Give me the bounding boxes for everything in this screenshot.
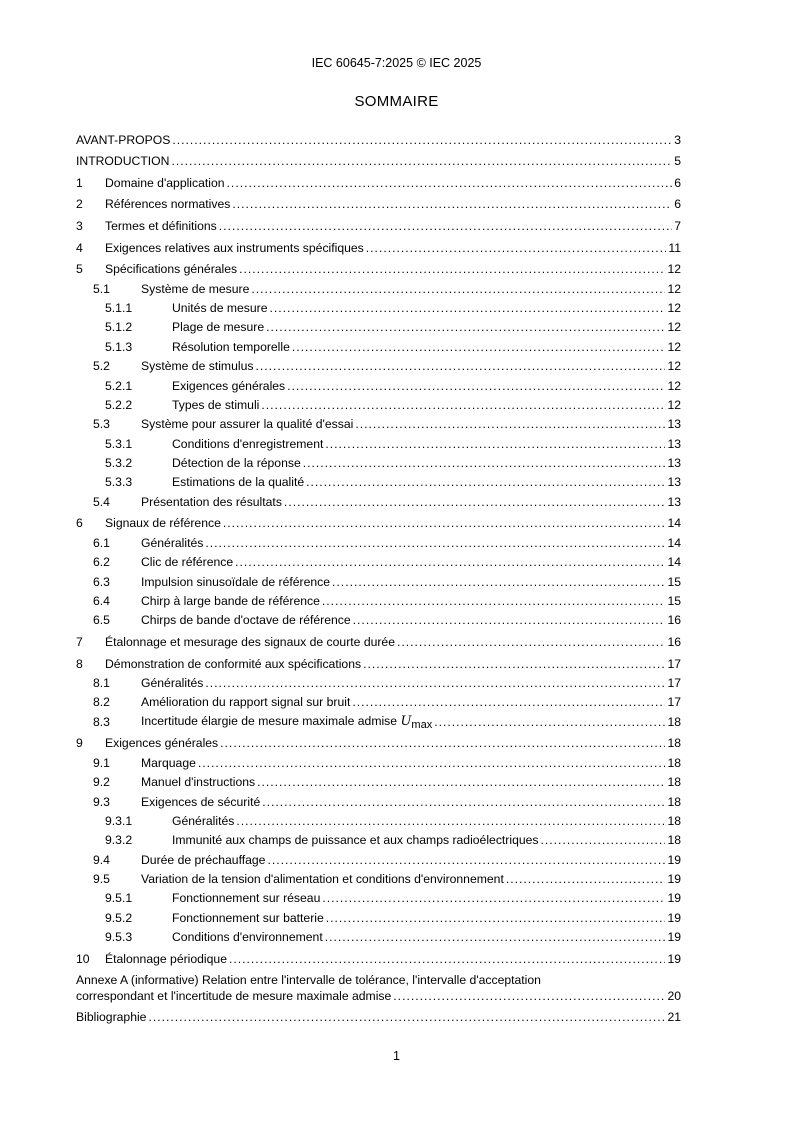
toc-entry-label-text: Généralités xyxy=(172,813,235,828)
leader-dots xyxy=(261,398,665,413)
toc-entry-page: 6 xyxy=(674,197,681,212)
toc-entry-page: 21 xyxy=(667,1010,681,1025)
leader-dots xyxy=(257,775,665,790)
toc-entry-page: 6 xyxy=(674,175,681,190)
toc-entry-label-text: Exigences générales xyxy=(172,378,286,393)
document-header: IEC 60645-7:2025 © IEC 2025 xyxy=(311,56,482,70)
toc-entry[interactable] xyxy=(76,551,681,570)
toc-entry-label xyxy=(76,154,171,169)
toc-entry-label xyxy=(172,930,325,945)
toc-entry[interactable] xyxy=(76,906,681,925)
toc-entry-number: 6.3 xyxy=(93,574,110,589)
toc-entry-label-text: Conditions d'enregistrement xyxy=(172,436,324,451)
toc-entry-page: 12 xyxy=(667,262,681,277)
toc-entry-label xyxy=(141,575,332,590)
leader-dots xyxy=(267,853,665,868)
toc-entry-label xyxy=(172,456,303,471)
toc-entry-number: 1 xyxy=(76,175,83,190)
leader-dots xyxy=(506,872,666,887)
toc-entry-label: Bibliographie xyxy=(76,1010,147,1025)
leader-dots xyxy=(306,475,665,490)
toc-entry-page: 15 xyxy=(667,574,681,589)
toc-entry-page: 19 xyxy=(667,930,681,945)
toc-entry-label-text: Unités de mesure xyxy=(172,300,268,315)
toc-entry-page: 12 xyxy=(667,300,681,315)
umax-subscript: max xyxy=(411,718,433,731)
page-title: SOMMAIRE xyxy=(354,93,439,110)
toc-entry-number: 5.1.1 xyxy=(105,300,133,315)
toc-entry-label xyxy=(105,197,232,212)
leader-dots xyxy=(363,657,665,672)
toc-entry[interactable] xyxy=(76,710,681,729)
toc-entry-label-text: Fonctionnement sur batterie xyxy=(172,910,324,925)
toc-entry-label xyxy=(141,613,353,628)
toc-entry-page: 12 xyxy=(667,339,681,354)
toc-entry-page: 15 xyxy=(667,594,681,608)
leader-dots xyxy=(220,736,665,751)
toc-entry-page: 12 xyxy=(667,397,681,412)
toc-entry-label xyxy=(141,282,251,297)
toc-entry-number: 5.3.2 xyxy=(105,456,133,471)
leader-dots xyxy=(393,988,665,1004)
toc-entry-page: 19 xyxy=(667,852,681,867)
toc-entry-label xyxy=(141,359,255,374)
toc-entry-number: 9.5 xyxy=(93,872,110,887)
leader-dots xyxy=(322,594,666,609)
toc-entry-page: 11 xyxy=(668,240,681,255)
toc-entry-page: 13 xyxy=(667,475,681,490)
toc-entry-label-text: Généralités xyxy=(141,675,204,690)
toc-entry-page: 17 xyxy=(667,675,681,690)
toc-entry-page: 16 xyxy=(667,634,681,649)
leader-dots xyxy=(172,133,672,148)
toc-entry-number: 8 xyxy=(76,656,83,671)
toc-entry-number: 5.3 xyxy=(93,417,110,432)
leader-dots xyxy=(171,154,672,169)
toc-entry-label xyxy=(141,417,355,432)
toc-entry[interactable] xyxy=(76,510,681,532)
toc-entry-label-text: Présentation des résultats xyxy=(141,494,282,509)
toc-entry-number: 9.3.2 xyxy=(105,833,133,848)
toc-entry-label-text: Plage de mesure xyxy=(172,320,265,335)
toc-entry-number: 6.1 xyxy=(93,535,110,550)
toc-entry-label xyxy=(141,676,205,691)
toc-entry-page: 19 xyxy=(667,910,681,925)
toc-entry-number: 8.3 xyxy=(93,714,110,729)
leader-dots xyxy=(251,282,665,297)
toc-entry[interactable] xyxy=(76,570,681,589)
toc-entry[interactable] xyxy=(76,672,681,691)
toc-entry-label-text: AVANT-PROPOS xyxy=(76,132,171,147)
toc-entry[interactable] xyxy=(76,169,681,191)
leader-dots xyxy=(262,795,665,810)
leader-dots xyxy=(322,891,665,906)
toc-entry-label-text: Système de mesure xyxy=(141,281,250,296)
toc-entry-page: 5 xyxy=(674,154,681,169)
toc-entry[interactable] xyxy=(76,751,681,770)
toc-entry-label-text: Système pour assurer la qualité d'essai xyxy=(141,417,354,432)
toc-entry[interactable] xyxy=(76,394,681,413)
toc-entry-page: 12 xyxy=(667,320,681,335)
toc-entry-number: 9.1 xyxy=(93,755,110,770)
leader-dots xyxy=(227,176,673,191)
toc-entry[interactable] xyxy=(76,650,681,672)
toc-entry-page: 12 xyxy=(667,359,681,374)
toc-entry-label xyxy=(141,536,205,551)
toc-entry-number: 5.3.1 xyxy=(105,436,133,451)
toc-entry-bibliography[interactable] xyxy=(76,1004,681,1026)
leader-dots xyxy=(198,756,666,771)
toc-entry-page: 14 xyxy=(667,516,681,531)
toc-entry-label-text: Types de stimuli xyxy=(172,397,260,412)
toc-entry-label-text: Durée de préchauffage xyxy=(141,852,266,867)
toc-entry-page: 18 xyxy=(667,714,681,729)
toc-entry-label-text: Conditions d'environnement xyxy=(172,930,323,945)
toc-entry-number: 5.1.3 xyxy=(105,339,133,354)
toc-entry-label-text: Chirp à large bande de référence xyxy=(141,594,320,608)
toc-entry-number: 9.5.3 xyxy=(105,930,133,945)
toc-entry-page: 16 xyxy=(667,613,681,628)
toc-entry-page: 14 xyxy=(667,555,681,570)
annex-line-2-label: correspondant et l'incertitude de mesure maximale admise xyxy=(76,988,392,1003)
toc-entry[interactable] xyxy=(76,691,681,710)
toc-entry-number: 2 xyxy=(76,197,83,212)
leader-dots xyxy=(239,262,665,277)
toc-entry-page: 19 xyxy=(667,891,681,906)
toc-entry-page: 19 xyxy=(667,951,681,966)
toc-entry-label-text: Fonctionnement sur réseau xyxy=(172,891,321,906)
toc-entry-label xyxy=(141,714,434,730)
toc-entry-label xyxy=(172,301,270,316)
toc-entry-annex[interactable] xyxy=(76,967,681,1004)
leader-dots xyxy=(303,456,666,471)
toc-entry-label xyxy=(172,340,292,355)
toc-entry[interactable] xyxy=(76,126,681,148)
leader-dots xyxy=(266,320,665,335)
toc-entry-label-text: Manuel d'instructions xyxy=(141,775,256,790)
toc-entry[interactable] xyxy=(76,848,681,867)
toc-entry-number: 5.2.1 xyxy=(105,378,133,393)
toc-entry-label xyxy=(141,853,267,868)
toc-entry-label xyxy=(105,516,223,531)
toc-entry-label-text: INTRODUCTION xyxy=(76,154,170,169)
toc-entry-label-text: Estimations de la qualité xyxy=(172,475,305,490)
toc-entry-label-text: Impulsion sinusoïdale de référence xyxy=(141,574,331,589)
toc-entry-label xyxy=(105,657,363,672)
toc-entry-label-text: Système de stimulus xyxy=(141,359,254,374)
leader-dots xyxy=(353,613,666,628)
toc-entry-label-text: Variation de la tension d'alimentation et conditions d'environnement xyxy=(141,872,504,887)
toc-entry-number: 8.2 xyxy=(93,695,110,710)
toc-entry[interactable] xyxy=(76,335,681,354)
toc-entry-label xyxy=(172,475,306,490)
leader-dots xyxy=(397,635,665,650)
toc-entry-page: 18 xyxy=(667,794,681,809)
toc-entry-number: 7 xyxy=(76,634,83,649)
leader-dots xyxy=(366,241,667,256)
leader-dots xyxy=(284,495,666,510)
leader-dots xyxy=(255,359,665,374)
toc-entry-page: 18 xyxy=(667,755,681,770)
toc-entry[interactable] xyxy=(76,531,681,550)
toc-entry-number: 9.4 xyxy=(93,852,110,867)
toc-entry-number: 5.3.3 xyxy=(105,475,133,490)
toc-entry-label xyxy=(141,555,235,570)
toc-entry-label xyxy=(105,262,239,277)
toc-entry-label xyxy=(76,133,172,148)
toc-entry[interactable] xyxy=(76,432,681,451)
toc-entry-label xyxy=(105,176,227,191)
toc-entry-number: 4 xyxy=(76,240,83,255)
toc-entry[interactable] xyxy=(76,297,681,316)
toc-entry-page: 7 xyxy=(674,218,681,233)
toc-entry-number: 9.5.2 xyxy=(105,910,133,925)
toc-entry-label xyxy=(172,379,287,394)
toc-entry-label-text: Détection de la réponse xyxy=(172,456,301,471)
leader-dots xyxy=(236,814,665,829)
toc-entry-number: 9.5.1 xyxy=(105,891,133,906)
toc-entry-number: 5.4 xyxy=(93,494,110,509)
toc-entry-label xyxy=(105,635,397,650)
toc-entry-page: 13 xyxy=(667,417,681,432)
leader-dots xyxy=(352,695,665,710)
umax-symbol: U xyxy=(400,713,412,729)
toc-entry[interactable] xyxy=(76,609,681,628)
toc-entry-page: 18 xyxy=(667,833,681,848)
toc-entry[interactable] xyxy=(76,628,681,650)
toc-entry-number: 9.2 xyxy=(93,775,110,790)
page-number: 1 xyxy=(393,1049,400,1063)
toc-entry-label xyxy=(105,736,220,751)
toc-entry-page: 17 xyxy=(667,695,681,710)
toc-entry[interactable] xyxy=(76,771,681,790)
leader-dots xyxy=(219,219,672,234)
toc-entry-number: 5.1 xyxy=(93,281,110,296)
toc-entry-label xyxy=(172,814,236,829)
toc-entry-label-text: Incertitude élargie de mesure maximale admise xyxy=(141,713,398,728)
leader-dots xyxy=(223,516,666,531)
toc-entry-label-text: Amélioration du rapport signal sur bruit xyxy=(141,695,351,710)
toc-entry-page: 18 xyxy=(667,736,681,751)
toc-entry-page: 13 xyxy=(667,436,681,451)
leader-dots xyxy=(229,952,665,967)
toc-entry-label xyxy=(141,756,198,771)
leader-dots xyxy=(355,417,665,432)
toc-entry[interactable] xyxy=(76,148,681,170)
toc-entry-label-text: Exigences relatives aux instruments spécifiques xyxy=(105,240,364,255)
toc-entry-label-text: Étalonnage et mesurage des signaux de courte durée xyxy=(105,634,395,649)
toc-entry[interactable] xyxy=(76,452,681,471)
toc-entry[interactable] xyxy=(76,256,681,278)
toc-entry[interactable] xyxy=(76,829,681,848)
toc-entry-number: 5.2.2 xyxy=(105,397,133,412)
toc-entry[interactable] xyxy=(76,355,681,374)
toc-entry[interactable] xyxy=(76,790,681,809)
toc-entry-number: 6.4 xyxy=(93,594,110,608)
leader-dots xyxy=(205,676,665,691)
toc-entry-page: 18 xyxy=(667,775,681,790)
leader-dots xyxy=(326,911,666,926)
toc-entry-label-text: Exigences générales xyxy=(105,736,219,751)
toc-entry-label xyxy=(172,891,322,906)
leader-dots xyxy=(148,1010,665,1025)
toc-entry-number: 6.2 xyxy=(93,555,110,570)
toc-entry-label xyxy=(172,398,261,413)
toc-entry-number: 5.2 xyxy=(93,359,110,374)
toc-entry-label xyxy=(105,952,229,967)
toc-entry-page: 13 xyxy=(667,494,681,509)
toc-entry-label-text: Clic de référence xyxy=(141,555,234,570)
toc-entry[interactable] xyxy=(76,810,681,829)
toc-entry[interactable] xyxy=(76,277,681,296)
leader-dots xyxy=(325,930,666,945)
leader-dots xyxy=(205,536,665,551)
toc-entry-label xyxy=(141,495,284,510)
toc-entry[interactable] xyxy=(76,212,681,234)
toc-entry-number: 10 xyxy=(76,951,90,966)
toc-entry-label xyxy=(141,795,262,810)
toc-entry-label-text: Généralités xyxy=(141,535,204,550)
toc-entry-page: 12 xyxy=(667,378,681,393)
toc-entry-label-text: Démonstration de conformité aux spécifications xyxy=(105,656,362,671)
toc-entry-number: 5 xyxy=(76,262,83,277)
toc-entry-number: 3 xyxy=(76,218,83,233)
toc-entry-label-text: Spécifications générales xyxy=(105,262,238,277)
leader-dots xyxy=(287,379,665,394)
toc-entry[interactable] xyxy=(76,490,681,509)
toc-entry-number: 8.1 xyxy=(93,675,110,690)
toc-entry[interactable] xyxy=(76,316,681,335)
toc-entry-label-text: Immunité aux champs de puissance et aux champs radioélectriques xyxy=(172,833,539,848)
toc-entry-page: 17 xyxy=(667,656,681,671)
toc-entry-label xyxy=(105,241,366,256)
toc-entry-number: 6 xyxy=(76,516,83,531)
toc-entry[interactable] xyxy=(76,374,681,393)
toc-entry-page: 13 xyxy=(667,456,681,471)
toc-entry[interactable] xyxy=(76,945,681,967)
toc-entry-label xyxy=(172,320,266,335)
toc-entry[interactable] xyxy=(76,730,681,752)
leader-dots xyxy=(232,197,672,212)
toc-entry-page: 12 xyxy=(667,281,681,296)
toc-entry-label-text: Termes et définitions xyxy=(105,218,217,233)
toc-entry-number: 9.3.1 xyxy=(105,813,133,828)
annex-line-1: Annexe A (informative) Relation entre l'intervalle de tolérance, l'intervalle d'acceptation xyxy=(76,972,541,987)
leader-dots xyxy=(292,340,666,355)
toc-entry-label-text: Signaux de référence xyxy=(105,516,221,531)
table-of-contents xyxy=(76,126,681,1025)
toc-entry-number: 5.1.2 xyxy=(105,320,133,335)
leader-dots xyxy=(332,575,665,590)
toc-entry[interactable] xyxy=(76,191,681,213)
toc-entry-label-text: Exigences de sécurité xyxy=(141,794,261,809)
toc-entry-label xyxy=(141,872,506,887)
toc-entry-page: 18 xyxy=(667,813,681,828)
toc-entry-label xyxy=(141,695,352,710)
toc-entry-number: 6.5 xyxy=(93,613,110,628)
leader-dots xyxy=(235,555,665,570)
toc-entry[interactable] xyxy=(76,413,681,432)
toc-entry-page: 20 xyxy=(667,988,681,1003)
toc-entry-page: 14 xyxy=(667,535,681,550)
toc-entry-page: 19 xyxy=(667,872,681,887)
toc-entry-label xyxy=(141,594,322,609)
toc-entry-number: 9 xyxy=(76,736,83,751)
toc-entry-label-text: Résolution temporelle xyxy=(172,339,290,354)
leader-dots xyxy=(270,301,666,316)
toc-entry-label xyxy=(141,775,257,790)
leader-dots xyxy=(434,715,665,730)
toc-entry-label-text: Références normatives xyxy=(105,197,231,212)
toc-entry-label xyxy=(172,833,541,848)
toc-entry-label xyxy=(105,219,219,234)
toc-entry[interactable] xyxy=(76,926,681,945)
toc-entry[interactable] xyxy=(76,887,681,906)
toc-entry-label xyxy=(172,437,325,452)
toc-entry-number: 9.3 xyxy=(93,794,110,809)
toc-entry-label-text: Chirps de bande d'octave de référence xyxy=(141,613,351,628)
leader-dots xyxy=(541,833,666,848)
toc-entry-label-text: Étalonnage périodique xyxy=(105,951,227,966)
toc-entry-label-text: Marquage xyxy=(141,755,196,770)
toc-entry[interactable] xyxy=(76,471,681,490)
toc-entry[interactable] xyxy=(76,868,681,887)
toc-entry-page: 3 xyxy=(674,132,681,147)
toc-entry[interactable] xyxy=(76,590,681,609)
leader-dots xyxy=(325,437,665,452)
toc-entry-label-text: Domaine d'application xyxy=(105,175,225,190)
toc-entry-label xyxy=(172,911,326,926)
annex-line-2 xyxy=(76,988,681,1004)
toc-entry[interactable] xyxy=(76,234,681,256)
